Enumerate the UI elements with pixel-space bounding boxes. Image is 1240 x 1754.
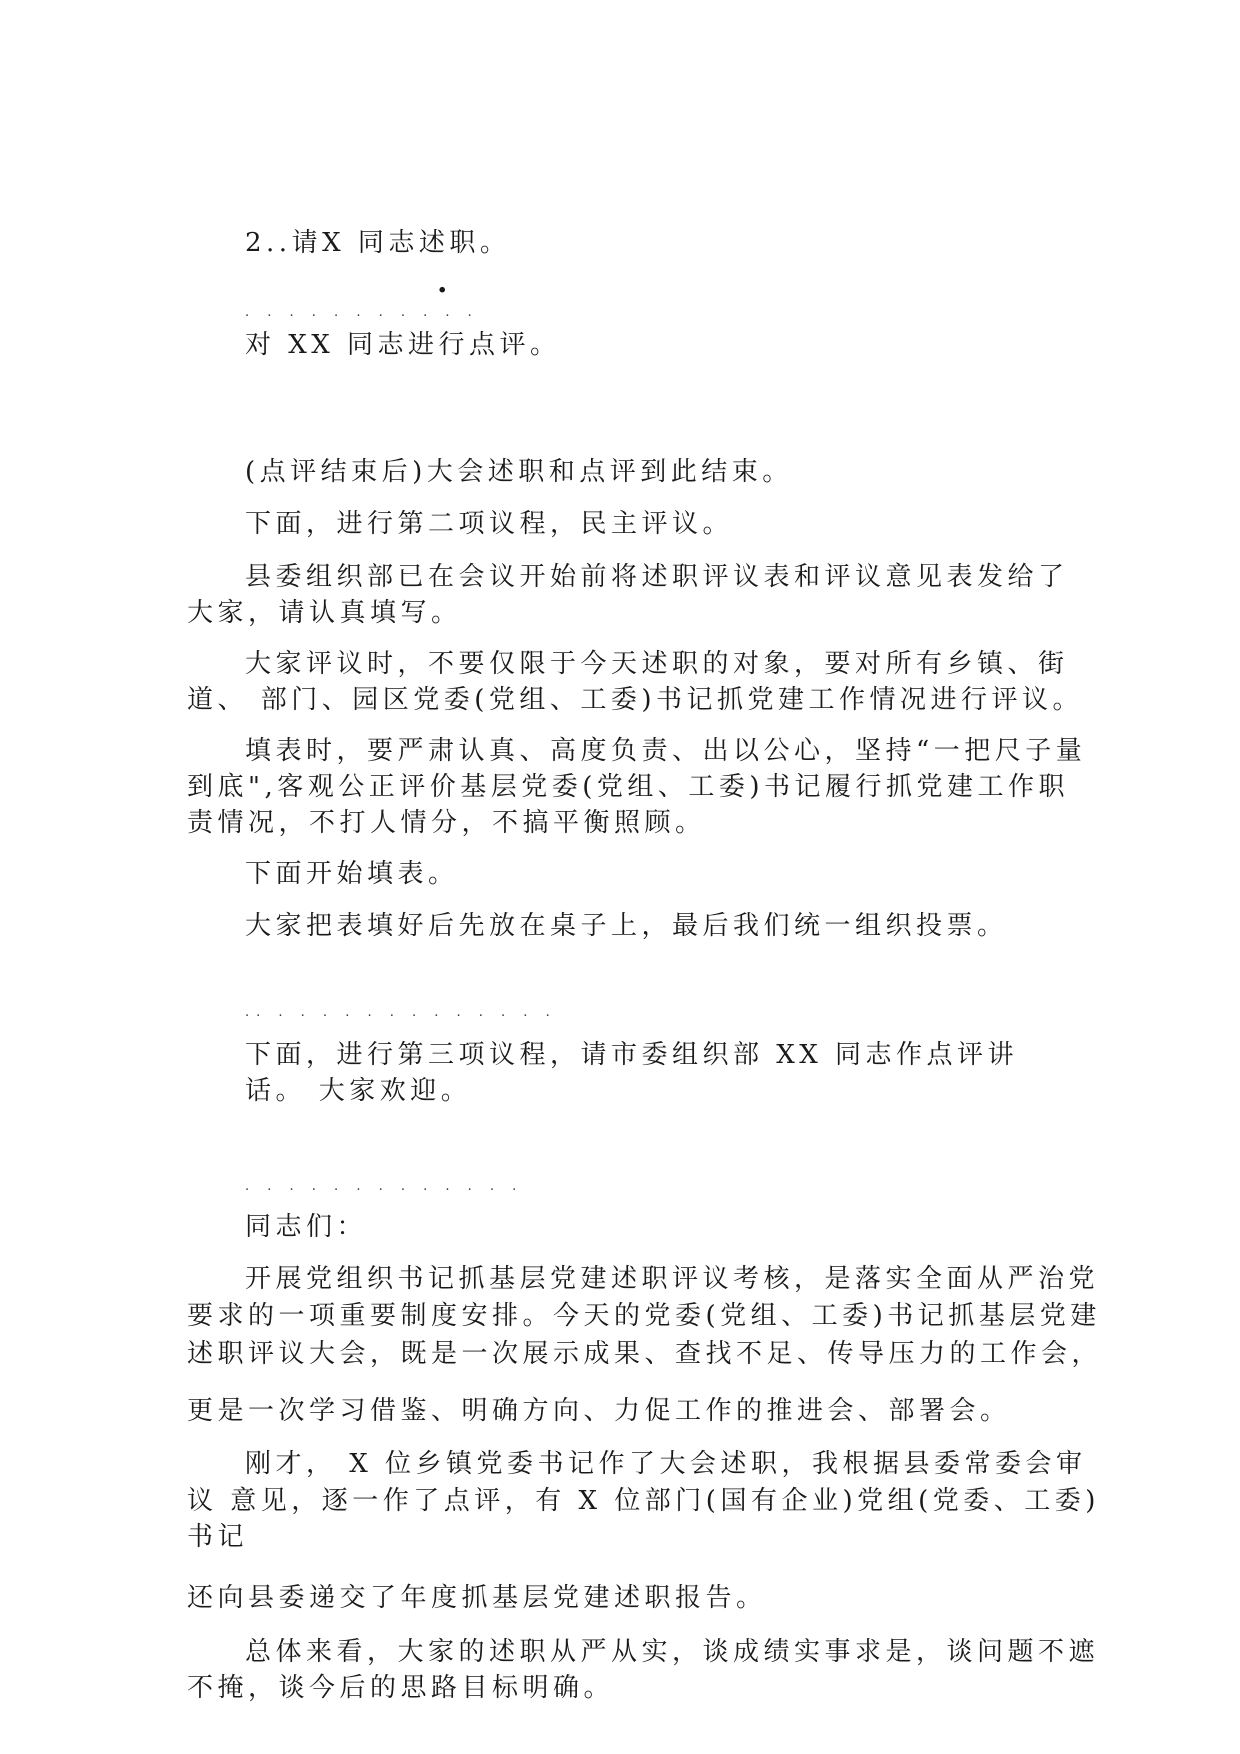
paragraph-line: 要求的一项重要制度安排。今天的党委(党组、工委)书记抓基层党建: [187, 1301, 1101, 1331]
paragraph-line: 不掩，谈今后的思路目标明确。: [187, 1673, 615, 1703]
paragraph-line: 述职评议大会，既是一次展示成果、查找不足、传导压力的工作会，: [187, 1339, 1103, 1369]
paragraph-line: 大家，请认真填写。: [187, 598, 462, 628]
paragraph-line: 下面，进行第二项议程，民主评议。: [245, 509, 734, 539]
paragraph-line: 填表时，要严肃认真、高度负责、出以公心，坚持“一把尺子量: [245, 736, 1087, 766]
paragraph-line: 下面开始填表。: [245, 859, 459, 889]
paragraph-line: 到底",客观公正评价基层党委(党组、工委)书记履行抓党建工作职: [187, 772, 1070, 802]
paragraph-line: 大家评议时，不要仅限于今天述职的对象，要对所有乡镇、街: [245, 649, 1069, 679]
paragraph-line: 对 XX 同志进行点评。: [245, 330, 561, 360]
agenda-item-2: 2..请X 同志述职。: [245, 228, 511, 258]
paragraph-line: 书记: [187, 1522, 249, 1552]
paragraph-line: (点评结束后)大会述职和点评到此结束。: [245, 457, 793, 487]
paragraph-line: 大家把表填好后先放在桌子上，最后我们统一组织投票。: [245, 911, 1008, 941]
paragraph-line: 还向县委递交了年度抓基层党建述职报告。: [187, 1583, 767, 1613]
paragraph-line: 县委组织部已在会议开始前将述职评议表和评议意见表发给了: [245, 562, 1069, 592]
paragraph-line: 道、 部门、园区党委(党组、工委)书记抓党建工作情况进行评议。: [187, 685, 1084, 715]
paragraph-line: 责情况，不打人情分，不搞平衡照顾。: [187, 808, 706, 838]
paragraph-line: 下面，进行第三项议程，请市委组织部 XX 同志作点评讲: [245, 1040, 1019, 1070]
separator-dots: . . . . . . . . . . .: [245, 305, 479, 320]
separator-dot: .: [437, 265, 448, 300]
separator-dots: .. . . . . . . . . . . . . .: [245, 1005, 557, 1020]
paragraph-line: 议 意见，逐一作了点评，有 X 位部门(国有企业)党组(党委、工委): [187, 1486, 1100, 1516]
paragraph-line: 更是一次学习借鉴、明确方向、力促工作的推进会、部署会。: [187, 1396, 1011, 1426]
paragraph-line: 开展党组织书记抓基层党建述职评议考核，是落实全面从严治党: [245, 1264, 1100, 1294]
salutation: 同志们：: [245, 1212, 368, 1242]
paragraph-line: 刚才， X 位乡镇党委书记作了大会述职，我根据县委常委会审: [245, 1449, 1087, 1479]
separator-dots: . . . . . . . . . . . . .: [245, 1179, 524, 1194]
paragraph-line: 话。 大家欢迎。: [245, 1076, 472, 1106]
paragraph-line: 总体来看，大家的述职从严从实，谈成绩实事求是，谈问题不遮: [245, 1637, 1100, 1667]
